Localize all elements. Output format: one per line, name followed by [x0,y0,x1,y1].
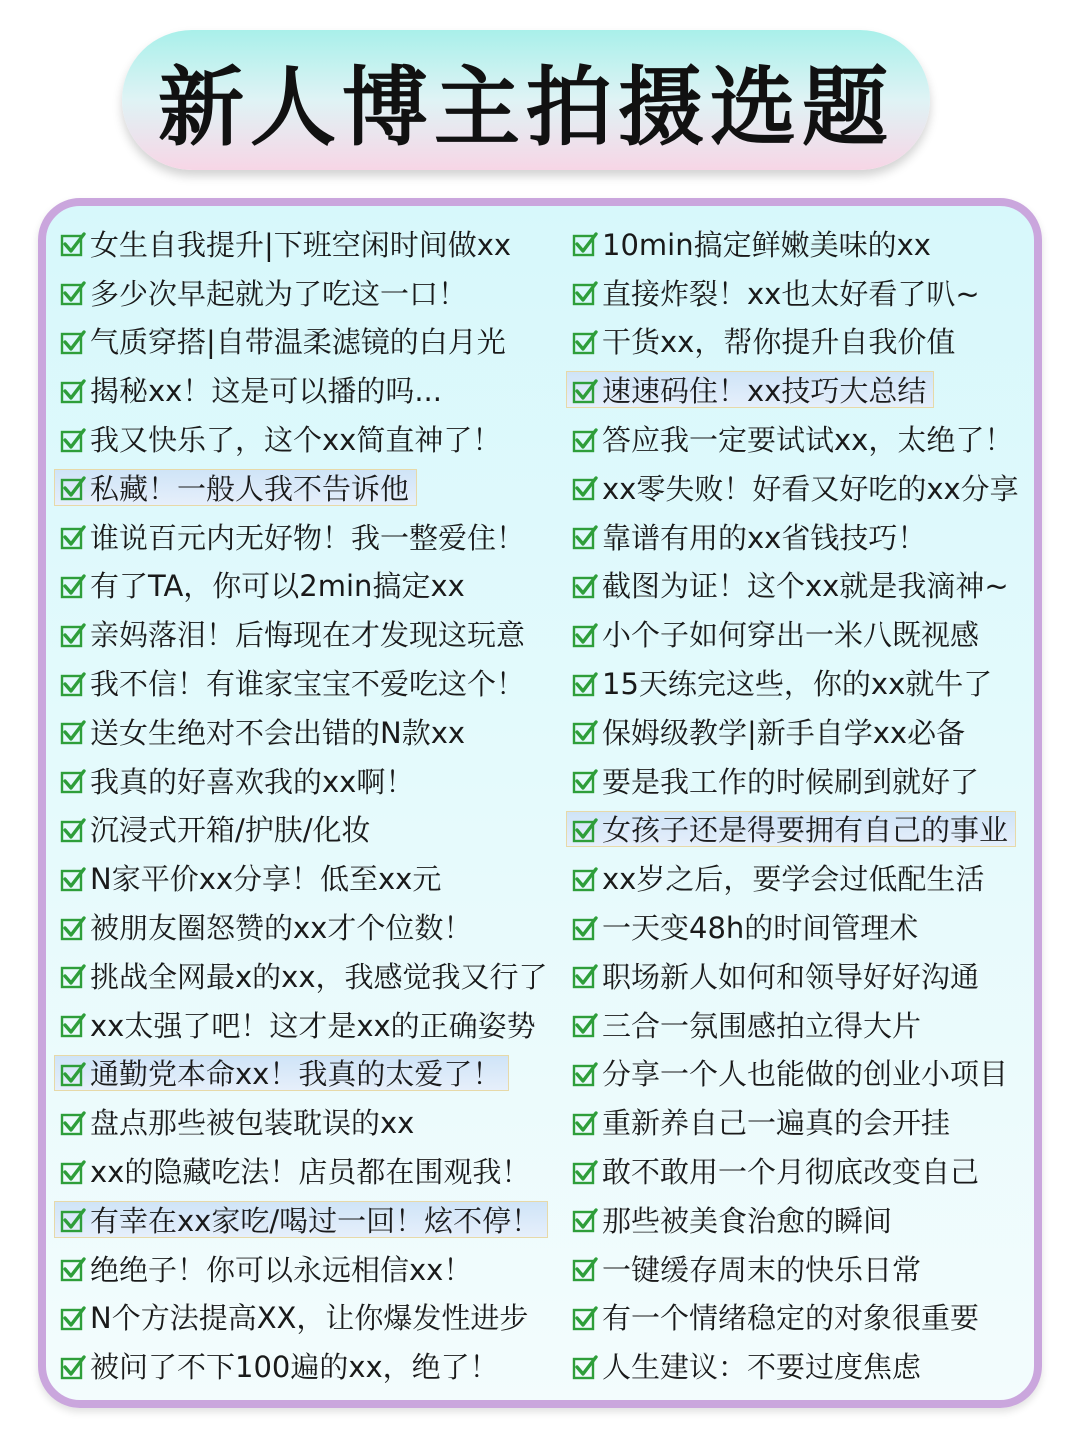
topic-item [60,609,548,658]
topic-item [60,365,548,414]
checkbox-checked-icon [572,865,598,891]
topic-item [572,756,1019,805]
left-topic-column [60,219,548,1390]
topic-text: 保姆级教学|新手自学xx必备 [602,715,966,750]
topic-item [572,805,1008,854]
topic-item [60,1146,548,1195]
topic-text: 盘点那些被包装耽误的xx [90,1106,415,1141]
checkbox-checked-icon [60,1255,86,1281]
topic-text: 通勤党本命xx！我真的太爱了！ [90,1057,502,1092]
topic-text: 有一个情绪稳定的对象很重要 [602,1301,980,1336]
topic-item [60,317,548,366]
checkbox-checked-icon [60,914,86,940]
checkbox-checked-icon [572,328,598,354]
topic-item [572,1097,1019,1146]
checkbox-checked-icon [572,962,598,988]
topic-item [60,463,409,512]
topic-text: 那些被美食治愈的瞬间 [602,1203,893,1238]
checkbox-checked-icon [60,523,86,549]
topic-text: 分享一个人也能做的创业小项目 [602,1057,1009,1092]
topic-item [572,365,926,414]
checkbox-checked-icon [60,1158,86,1184]
topic-text: 靠谱有用的xx省钱技巧！ [602,520,927,555]
topic-item [60,414,548,463]
topic-text: 多少次早起就为了吃这一口！ [90,276,468,311]
topic-text: 女生自我提升|下班空闲时间做xx [90,227,512,262]
topic-item [60,951,548,1000]
topic-text: xx岁之后，要学会过低配生活 [602,862,985,897]
checkbox-checked-icon [60,962,86,988]
topic-item [60,1097,548,1146]
topic-item [60,1341,548,1390]
checkbox-checked-icon [60,767,86,793]
topic-item [572,609,1019,658]
topic-text: xx的隐藏吃法！店员都在围观我！ [90,1155,531,1190]
topic-item [572,951,1019,1000]
checkbox-checked-icon [572,1353,598,1379]
checkbox-checked-icon [572,1109,598,1135]
topic-item [572,1341,1019,1390]
checkbox-checked-icon [60,572,86,598]
checkbox-checked-icon [572,572,598,598]
topic-text: 答应我一定要试试xx，太绝了！ [602,423,1014,458]
topic-item [60,561,548,610]
topic-text: N个方法提高XX，让你爆发性进步 [90,1301,529,1336]
topic-text: 一键缓存周末的快乐日常 [602,1252,922,1287]
checkbox-checked-icon [60,670,86,696]
checkbox-checked-icon [60,816,86,842]
topic-item [60,1195,540,1244]
checkbox-checked-icon [60,1109,86,1135]
topic-text: 绝绝子！你可以永远相信xx！ [90,1252,473,1287]
topic-item [572,268,1019,317]
topic-item [60,1244,548,1293]
checkbox-checked-icon [572,914,598,940]
topic-text: 亲妈落泪！后悔现在才发现这玩意 [90,618,526,653]
checkbox-checked-icon [572,718,598,744]
checkbox-checked-icon [572,767,598,793]
checkbox-checked-icon [572,1158,598,1184]
topic-item [60,853,548,902]
right-topic-column [572,219,1019,1390]
checkbox-checked-icon [572,621,598,647]
checkbox-checked-icon [60,1353,86,1379]
checkbox-checked-icon [572,816,598,842]
topic-item [60,1293,548,1342]
checkbox-checked-icon [60,1060,86,1086]
topic-item [60,707,548,756]
topic-item [572,512,1019,561]
topic-text: xx太强了吧！这才是xx的正确姿势 [90,1008,536,1043]
checkbox-checked-icon [572,1304,598,1330]
topic-item [572,1244,1019,1293]
checkbox-checked-icon [572,1206,598,1232]
topic-text: 15天练完这些，你的xx就牛了 [602,667,993,702]
topic-text: 沉浸式开箱/护肤/化妆 [90,813,371,848]
topic-item [572,414,1019,463]
topic-text: 我不信！有谁家宝宝不爱吃这个！ [90,667,526,702]
checkbox-checked-icon [572,474,598,500]
topic-item [60,805,548,854]
topic-text: 敢不敢用一个月彻底改变自己 [602,1155,980,1190]
checkbox-checked-icon [572,230,598,256]
checkbox-checked-icon [60,1206,86,1232]
topic-text: 女孩子还是得要拥有自己的事业 [602,813,1009,848]
topic-text: 截图为证！这个xx就是我滴神~ [602,569,1009,604]
topic-item [572,707,1019,756]
topic-item [572,1195,1019,1244]
topic-text: 送女生绝对不会出错的N款xx [90,715,466,750]
topic-text: 被问了不下100遍的xx，绝了！ [90,1350,499,1385]
topic-text: 重新养自己一遍真的会开挂 [602,1106,951,1141]
topic-text: 10min搞定鲜嫩美味的xx [602,227,931,262]
checkbox-checked-icon [572,523,598,549]
topic-text: 速速码住！xx技巧大总结 [602,374,927,409]
topic-item [60,1049,501,1098]
checkbox-checked-icon [60,621,86,647]
topic-item [60,1000,548,1049]
topic-text: 被朋友圈怒赞的xx才个位数！ [90,911,473,946]
checkbox-checked-icon [60,1011,86,1037]
topic-item [60,902,548,951]
topic-text: 直接炸裂！xx也太好看了叭~ [602,276,980,311]
checkbox-checked-icon [572,1255,598,1281]
checkbox-checked-icon [60,328,86,354]
topic-text: 要是我工作的时候刷到就好了 [602,764,980,799]
topic-item [572,1000,1019,1049]
topic-text: 小个子如何穿出一米八既视感 [602,618,980,653]
topic-item [572,1293,1019,1342]
checkbox-checked-icon [60,279,86,305]
topic-item [572,317,1019,366]
checkbox-checked-icon [60,718,86,744]
checkbox-checked-icon [572,1060,598,1086]
checkbox-checked-icon [572,279,598,305]
title-banner [122,30,930,170]
topic-text: 我真的好喜欢我的xx啊！ [90,764,415,799]
checkbox-checked-icon [572,377,598,403]
topic-text: 三合一氛围感拍立得大片 [602,1008,922,1043]
topic-item [572,219,1019,268]
checkbox-checked-icon [60,377,86,403]
topic-item [572,902,1019,951]
topic-item [60,756,548,805]
topic-item [60,219,548,268]
checkbox-checked-icon [572,1011,598,1037]
topic-item [572,561,1019,610]
topic-text: 揭秘xx！这是可以播的吗... [90,374,442,409]
topic-text: xx零失败！好看又好吃的xx分享 [602,471,1019,506]
topic-text: 人生建议：不要过度焦虑 [602,1350,922,1385]
topic-text: 挑战全网最x的xx，我感觉我又行了 [90,959,548,994]
topic-text: 气质穿搭|自带温柔滤镜的白月光 [90,325,506,360]
topic-text: 私藏！一般人我不告诉他 [90,471,410,506]
checkbox-checked-icon [60,474,86,500]
topic-item [60,512,548,561]
topic-item [572,658,1019,707]
topic-text: 职场新人如何和领导好好沟通 [602,959,980,994]
checkbox-checked-icon [60,230,86,256]
page-title: 新人博主拍摄选题 [158,58,894,158]
topic-item [60,658,548,707]
topic-text: 有了TA，你可以2min搞定xx [90,569,465,604]
topic-text: 有幸在xx家吃/喝过一回！炫不停！ [90,1203,541,1238]
topic-text: 谁说百元内无好物！我一整爱住！ [90,520,526,555]
topic-item [572,463,1019,512]
topic-text: 一天变48h的时间管理术 [602,911,919,946]
topic-item [572,1049,1019,1098]
topic-text: 干货xx，帮你提升自我价值 [602,325,956,360]
topic-item [572,853,1019,902]
checkbox-checked-icon [60,865,86,891]
topic-item [572,1146,1019,1195]
checkbox-checked-icon [572,426,598,452]
topic-text: N家平价xx分享！低至xx元 [90,862,442,897]
checkbox-checked-icon [60,1304,86,1330]
checkbox-checked-icon [60,426,86,452]
checkbox-checked-icon [572,670,598,696]
topic-text: 我又快乐了，这个xx简直神了！ [90,423,502,458]
topic-item [60,268,548,317]
